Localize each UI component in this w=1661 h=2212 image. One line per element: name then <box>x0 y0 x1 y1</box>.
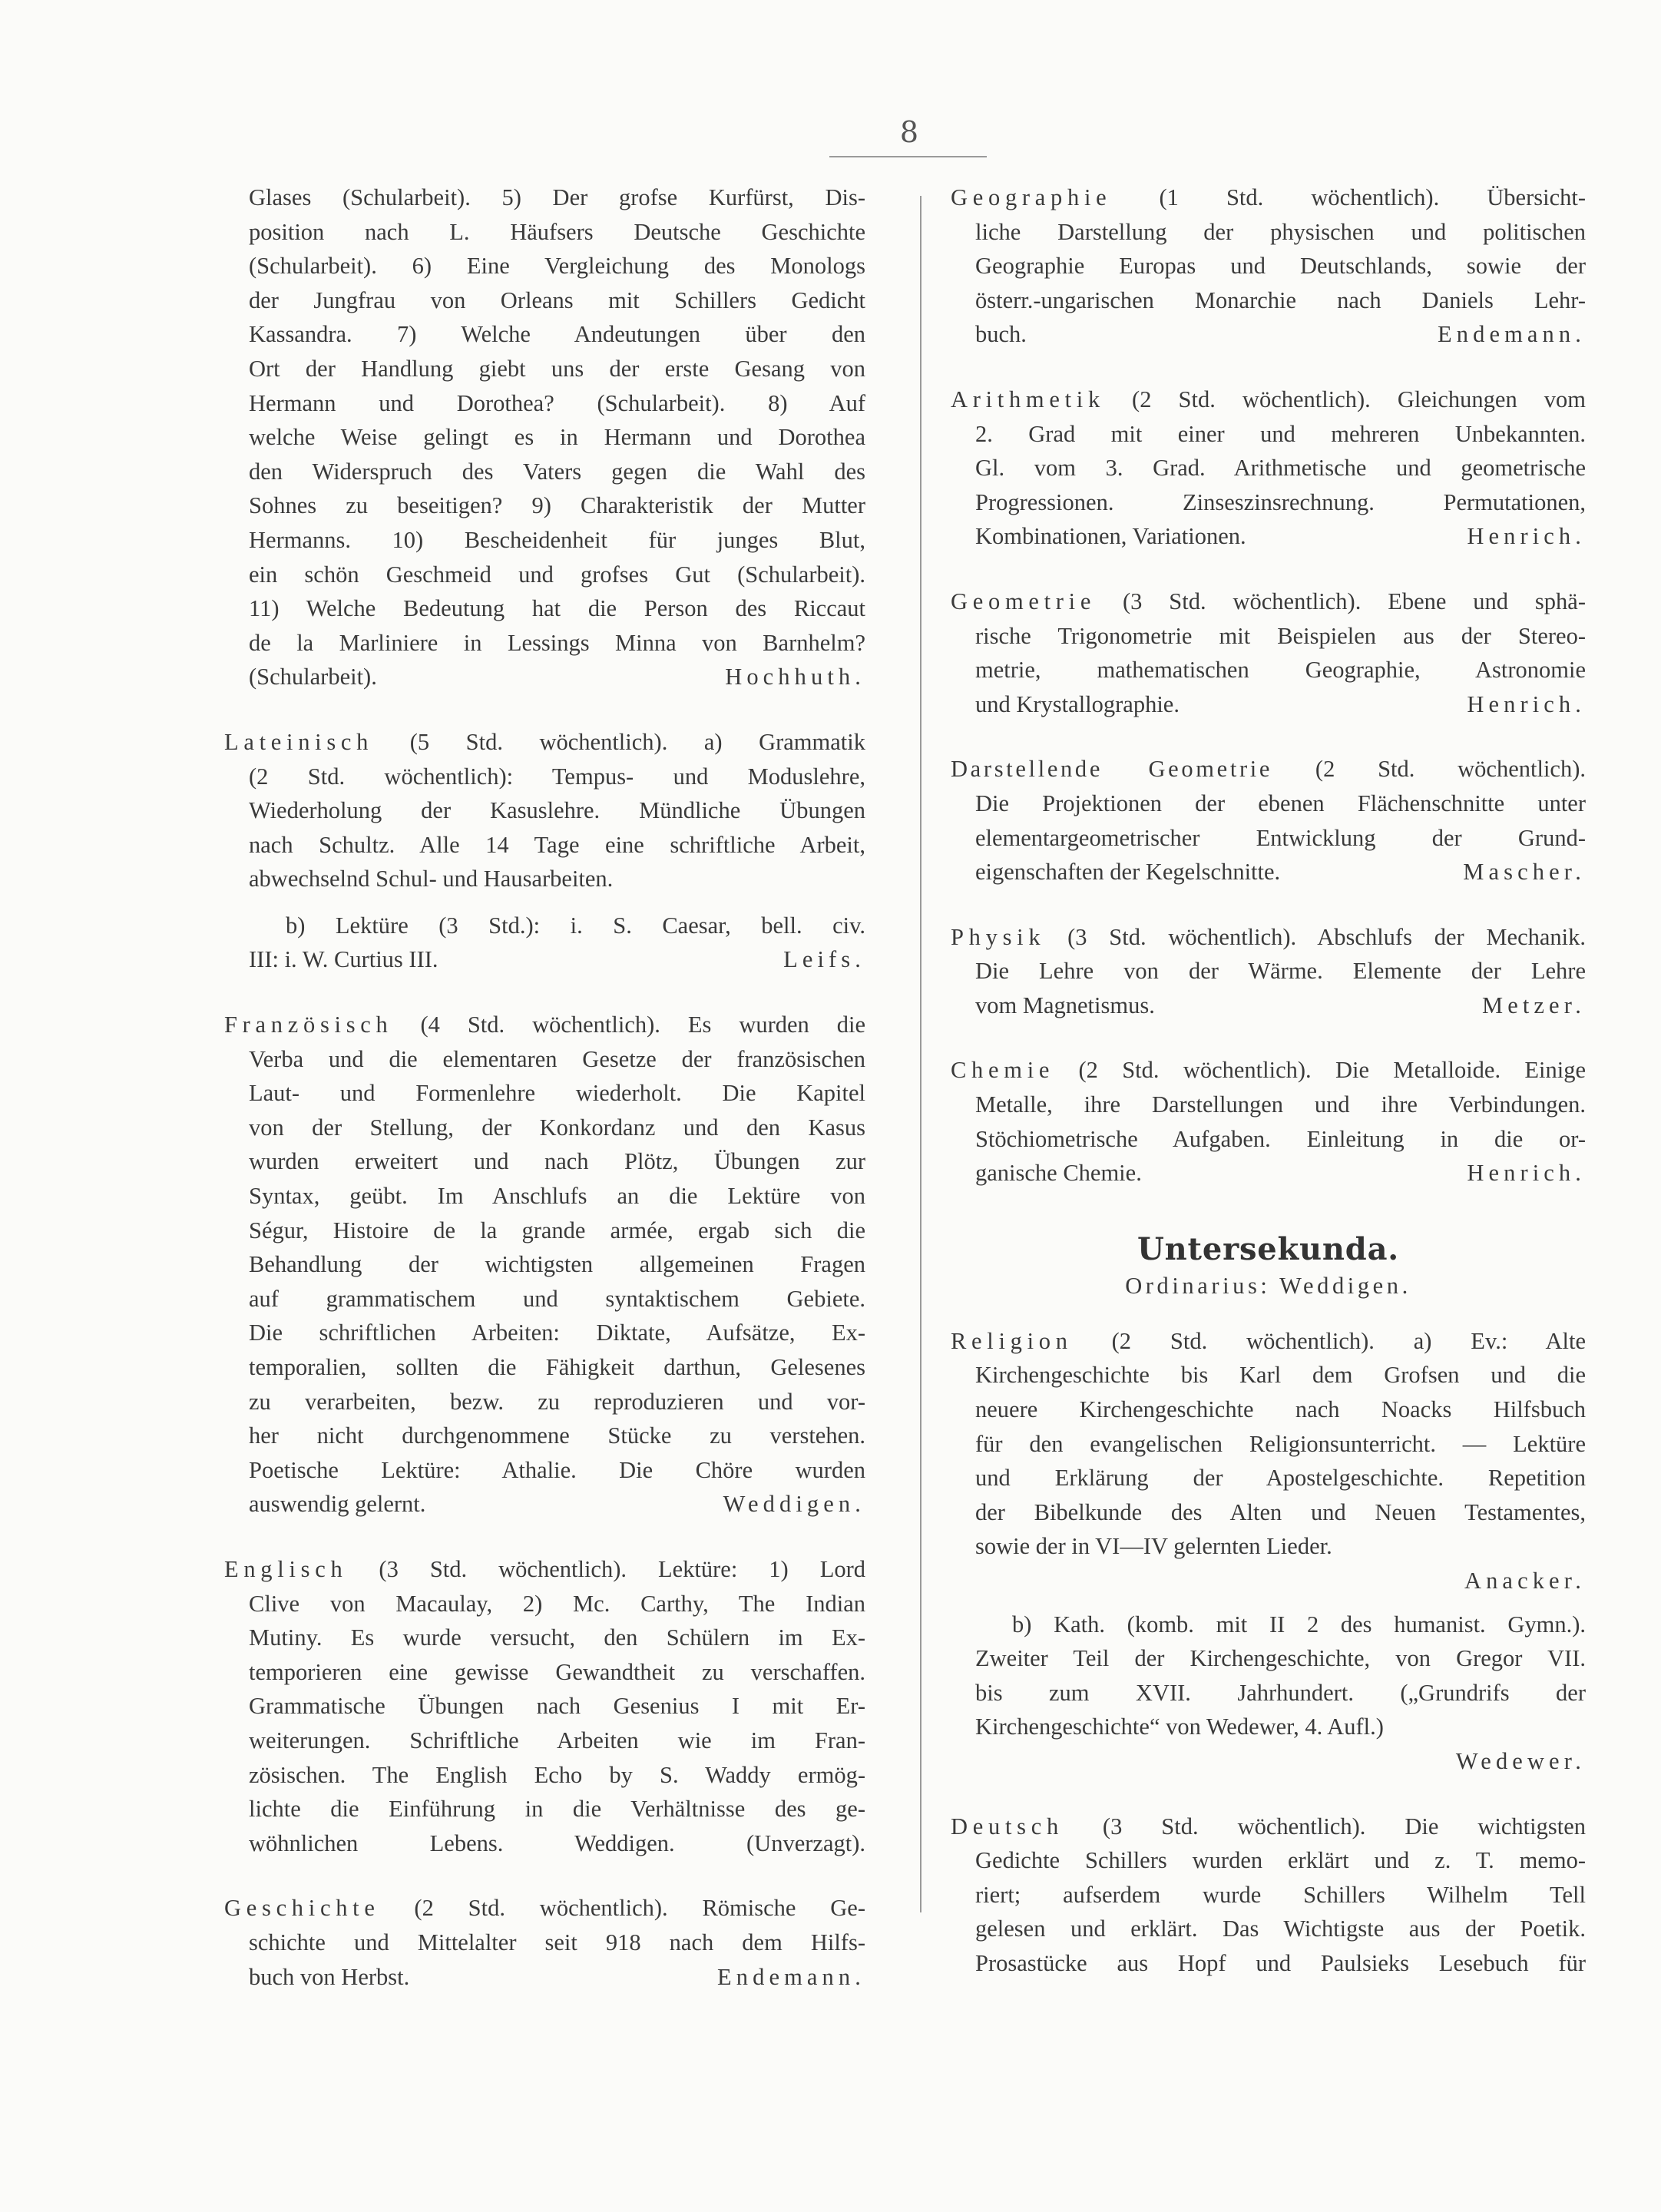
text-line <box>951 382 1586 417</box>
text-line: Zweiter Teil der Kirchengeschichte, von Gregor VII. <box>975 1645 1586 1672</box>
text-line-last <box>975 1156 1586 1190</box>
text-line: von der Stellung, der Konkordanz und den Kasus <box>249 1114 865 1141</box>
paragraph-religion-b <box>951 1608 1586 1779</box>
subject-heading: Physik <box>951 923 1046 950</box>
text-line: Geographie Europas und Deutschlands, sowie der <box>975 253 1586 280</box>
paragraph-geschichte <box>224 1891 865 1994</box>
teacher-name: Endemann. <box>1438 321 1586 348</box>
text-line: und Erklärung der Apostelgeschichte. Repetition <box>975 1465 1586 1492</box>
text-line: abwechselnd Schul- und Hausarbeiten. <box>249 866 614 892</box>
section-title: Untersekunda. <box>1137 1230 1400 1267</box>
text-line <box>951 584 1586 619</box>
text-line: wurden erweitert und nach Plötz, Übungen zur <box>249 1148 865 1175</box>
paragraph-arithmetik <box>951 382 1586 554</box>
subject-heading: Chemie <box>951 1057 1055 1084</box>
text-line-last <box>249 1487 865 1522</box>
section-subtitle: Ordinarius: Weddigen. <box>1125 1272 1411 1299</box>
text-line: vom Magnetismus. <box>975 992 1155 1018</box>
text-fragment: (3 Std. wöchentlich). Abschlufs der Mechanik. <box>1067 923 1586 950</box>
text-fragment: (3 Std. wöchentlich). Die wichtigsten <box>1102 1813 1587 1839</box>
text-line: Grammatische Übungen nach Gesenius I mit Er- <box>249 1693 865 1720</box>
paragraph-geometrie <box>951 584 1586 721</box>
text-line: wöhnlichen Lebens. Weddigen. (Unverzagt). <box>249 1830 865 1856</box>
text-line: Stöchiometrische Aufgaben. Einleitung in die or- <box>975 1125 1586 1152</box>
text-line: welche Weise gelingt es in Hermann und Dorothea <box>249 424 865 451</box>
text-line: Clive von Macaulay, 2) Mc. Carthy, The Indian <box>249 1590 865 1617</box>
text-fragment: (2 Std. wöchentlich). <box>1315 756 1586 783</box>
text-line: Syntax, geübt. Im Anschlufs an die Lektüre von <box>249 1183 865 1210</box>
text-line: nach Schultz. Alle 14 Tage eine schriftliche Arbeit, <box>249 831 865 858</box>
text-line: weiterungen. Schriftliche Arbeiten wie im Fran- <box>249 1727 865 1753</box>
text-line: Kirchengeschichte“ von Wedewer, 4. Aufl.) <box>975 1714 1384 1740</box>
text-line: Hermanns. 10) Bescheidenheit für junges Blut, <box>249 526 865 553</box>
text-line: und Krystallographie. <box>975 690 1180 717</box>
teacher-name: Henrich. <box>1467 1160 1586 1187</box>
text-line: 11) Welche Bedeutung hat die Person des Riccaut <box>249 595 865 622</box>
text-line: buch. <box>975 321 1027 348</box>
subject-heading: Lateinisch <box>224 728 374 755</box>
right-column <box>951 180 1586 1981</box>
teacher-name: Henrich. <box>1467 523 1586 550</box>
text-line: her nicht durchgenommene Stücke zu verstehen. <box>249 1422 865 1449</box>
text-line: schichte und Mittelalter seit 918 nach dem Hilfs- <box>249 1929 865 1955</box>
paragraph-latein-b <box>224 909 865 943</box>
paragraph-latein-b-end <box>224 942 865 977</box>
text-line: Prosastücke aus Hopf und Paulsieks Lesebuch für <box>975 1949 1586 1976</box>
text-line: Progressionen. Zinseszinsrechnung. Permutationen, <box>975 488 1586 515</box>
subject-heading: Geographie <box>951 184 1112 210</box>
text-fragment: (5 Std. wöchentlich). a) Grammatik <box>409 728 865 755</box>
text-line: sowie der in VI—IV gelernten Lieder. <box>975 1533 1332 1560</box>
text-line: (Schularbeit). <box>249 664 377 690</box>
text-line <box>951 752 1586 786</box>
paragraph-darstellende-geometrie <box>951 752 1586 889</box>
text-line: Die Lehre von der Wärme. Elemente der Lehre <box>975 958 1586 985</box>
text-line: metrie, mathematischen Geographie, Astronomie <box>975 657 1586 684</box>
text-line: Ort der Handlung giebt uns der erste Gesang von <box>249 355 865 382</box>
paragraph-franz <box>224 1008 865 1522</box>
text-line: buch von Herbst. <box>249 1963 410 1990</box>
text-line <box>224 725 865 760</box>
text-line: Glases (Schularbeit). 5) Der grofse Kurfürst, Dis- <box>249 184 865 210</box>
subject-heading: Arithmetik <box>951 386 1105 412</box>
text-line: den Widerspruch des Vaters gegen die Wahl des <box>249 458 865 485</box>
text-line-last <box>249 942 865 977</box>
text-line: III: i. W. Curtius III. <box>249 946 438 973</box>
text-line: Hermann und Dorothea? (Schularbeit). 8) Auf <box>249 389 865 416</box>
teacher-name: Leifs. <box>783 946 865 973</box>
text-line: Poetische Lektüre: Athalie. Die Chöre wurden <box>249 1456 865 1483</box>
text-line: lichte die Einführung in die Verhältnisse des ge- <box>249 1796 865 1823</box>
teacher-name: Anacker. <box>1464 1568 1586 1594</box>
text-line: neuere Kirchengeschichte nach Noacks Hilfsbuch <box>975 1396 1586 1423</box>
text-line-last <box>975 687 1586 722</box>
text-line <box>951 1324 1586 1359</box>
text-line: österr.-ungarischen Monarchie nach Daniels Lehr- <box>975 286 1586 313</box>
text-fragment: (4 Std. wöchentlich). Es wurden die <box>420 1012 865 1038</box>
text-line-last <box>975 988 1586 1023</box>
text-line: eigenschaften der Kegelschnitte. <box>975 859 1281 886</box>
column-divider <box>920 196 921 1912</box>
text-line: Gedichte Schillers wurden erklärt und z. T. memo- <box>975 1847 1586 1874</box>
subject-heading: Geometrie <box>951 588 1097 614</box>
text-line: ganische Chemie. <box>975 1160 1142 1187</box>
text-line: b) Lektüre (3 Std.): i. S. Caesar, bell. civ. <box>286 912 865 939</box>
text-line: auf grammatischem und syntaktischem Gebiete. <box>249 1285 865 1312</box>
paragraph-deutsch-continued <box>224 180 865 694</box>
subject-heading: Deutsch <box>951 1813 1064 1839</box>
text-line <box>224 1552 865 1587</box>
text-line: de la Marliniere in Lessings Minna von Barnhelm? <box>249 629 865 656</box>
text-line-last <box>249 660 865 694</box>
paragraph-chemie <box>951 1053 1586 1190</box>
text-line-last <box>975 317 1586 352</box>
text-line: liche Darstellung der physischen und politischen <box>975 218 1586 245</box>
text-line-last <box>975 855 1586 889</box>
text-line: Ségur, Histoire de la grande armée, ergab sich die <box>249 1217 865 1243</box>
teacher-name: Metzer. <box>1481 992 1586 1018</box>
text-line <box>224 1891 865 1926</box>
text-line: (Schularbeit). 6) Eine Vergleichung des Monologs <box>249 253 865 280</box>
text-line: riert; aufserdem wurde Schillers Wilhelm Tell <box>975 1881 1586 1908</box>
text-fragment: (2 Std. wöchentlich). Die Metalloide. Einige <box>1078 1057 1587 1084</box>
text-line: elementargeometrischer Entwicklung der Grund- <box>975 824 1586 851</box>
text-line: position nach L. Häufsers Deutsche Geschichte <box>249 218 865 245</box>
text-line: (2 Std. wöchentlich): Tempus- und Moduslehre, <box>249 763 865 790</box>
text-line: temporalien, sollten die Fähigkeit darthun, Gelesenes <box>249 1354 865 1380</box>
text-line <box>951 920 1586 955</box>
paragraph-physik <box>951 920 1586 1023</box>
text-line: gelesen und erklärt. Das Wichtigste aus der Poetik. <box>975 1916 1586 1942</box>
text-line: Wiederholung der Kasuslehre. Mündliche Übungen <box>249 797 865 824</box>
teacher-name: Hochhuth. <box>725 664 865 690</box>
text-fragment: (2 Std. wöchentlich). Gleichungen vom <box>1132 386 1587 412</box>
paragraph-latein <box>224 725 865 896</box>
text-line: der Jungfrau von Orleans mit Schillers Gedicht <box>249 286 865 313</box>
text-line: Metalle, ihre Darstellungen und ihre Verbindungen. <box>975 1091 1586 1118</box>
text-line <box>951 1810 1586 1844</box>
text-line: b) Kath. (komb. mit II 2 des humanist. Gymn.). <box>1012 1611 1586 1637</box>
paragraph-religion <box>951 1324 1586 1598</box>
text-line-last <box>975 519 1586 554</box>
text-line: bis zum XVII. Jahrhundert. („Grundrifs der <box>975 1679 1586 1706</box>
teacher-name: Mascher. <box>1463 859 1586 886</box>
text-line: Kombinationen, Variationen. <box>975 523 1246 550</box>
left-column <box>224 180 865 1994</box>
teacher-name: Wedewer. <box>1455 1747 1586 1774</box>
paragraph-englisch <box>224 1552 865 1860</box>
text-line-last <box>249 1960 865 1995</box>
text-line: der Bibelkunde des Alten und Neuen Testamentes, <box>975 1498 1586 1525</box>
teacher-name: Weddigen. <box>723 1491 865 1518</box>
text-line: Laut- und Formenlehre wiederholt. Die Kapitel <box>249 1080 865 1107</box>
text-fragment: (2 Std. wöchentlich). Römische Ge- <box>414 1895 865 1922</box>
text-line: Gl. vom 3. Grad. Arithmetische und geometrische <box>975 455 1586 482</box>
subject-heading: Religion <box>951 1327 1073 1354</box>
text-line: temporieren eine gewisse Gewandtheit zu verschaffen. <box>249 1658 865 1685</box>
text-line: Sohnes zu beseitigen? 9) Charakteristik der Mutter <box>249 492 865 519</box>
text-line: zösischen. The English Echo by S. Waddy ermög- <box>249 1761 865 1788</box>
paragraph-geographie <box>951 180 1586 352</box>
text-line <box>951 1053 1586 1088</box>
subject-heading: Englisch <box>224 1555 348 1582</box>
text-line: Kirchengeschichte bis Karl dem Grofsen und die <box>975 1362 1586 1389</box>
header-rule <box>829 156 987 157</box>
text-line <box>951 180 1586 215</box>
subject-heading: Darstellende Geometrie <box>951 756 1273 783</box>
text-line: rische Trigonometrie mit Beispielen aus der Stereo- <box>975 622 1586 649</box>
text-line: für den evangelischen Religionsunterricht. — Lektüre <box>975 1430 1586 1457</box>
teacher-name: Endemann. <box>717 1963 865 1990</box>
text-line: Mutiny. Es wurde versucht, den Schülern im Ex- <box>249 1624 865 1651</box>
page-number: 8 <box>899 115 919 149</box>
text-line: 2. Grad mit einer und mehreren Unbekannten. <box>975 420 1586 447</box>
subject-heading: Französisch <box>224 1012 393 1038</box>
subject-heading: Geschichte <box>224 1895 380 1922</box>
text-line <box>224 1008 865 1042</box>
text-fragment: (3 Std. wöchentlich). Lektüre: 1) Lord <box>379 1555 865 1582</box>
text-fragment: (1 Std. wöchentlich). Übersicht- <box>1159 184 1587 210</box>
text-line: Die schriftlichen Arbeiten: Diktate, Aufsätze, Ex- <box>249 1320 865 1346</box>
text-line: Behandlung der wichtigsten allgemeinen Fragen <box>249 1251 865 1278</box>
text-line: Die Projektionen der ebenen Flächenschnitte unter <box>975 790 1586 816</box>
text-line: Kassandra. 7) Welche Andeutungen über den <box>249 321 865 348</box>
text-fragment: (2 Std. wöchentlich). a) Ev.: Alte <box>1111 1327 1587 1354</box>
text-line: ein schön Geschmeid und grofses Gut (Schularbeit). <box>249 561 865 588</box>
text-line: auswendig gelernt. <box>249 1491 426 1518</box>
teacher-name: Henrich. <box>1467 690 1586 717</box>
text-line: zu verarbeiten, bezw. zu reproduzieren und vor- <box>249 1388 865 1415</box>
paragraph-deutsch <box>951 1810 1586 1981</box>
text-line: Verba und die elementaren Gesetze der französischen <box>249 1045 865 1072</box>
text-fragment: (3 Std. wöchentlich). Ebene und sphä- <box>1123 588 1586 614</box>
